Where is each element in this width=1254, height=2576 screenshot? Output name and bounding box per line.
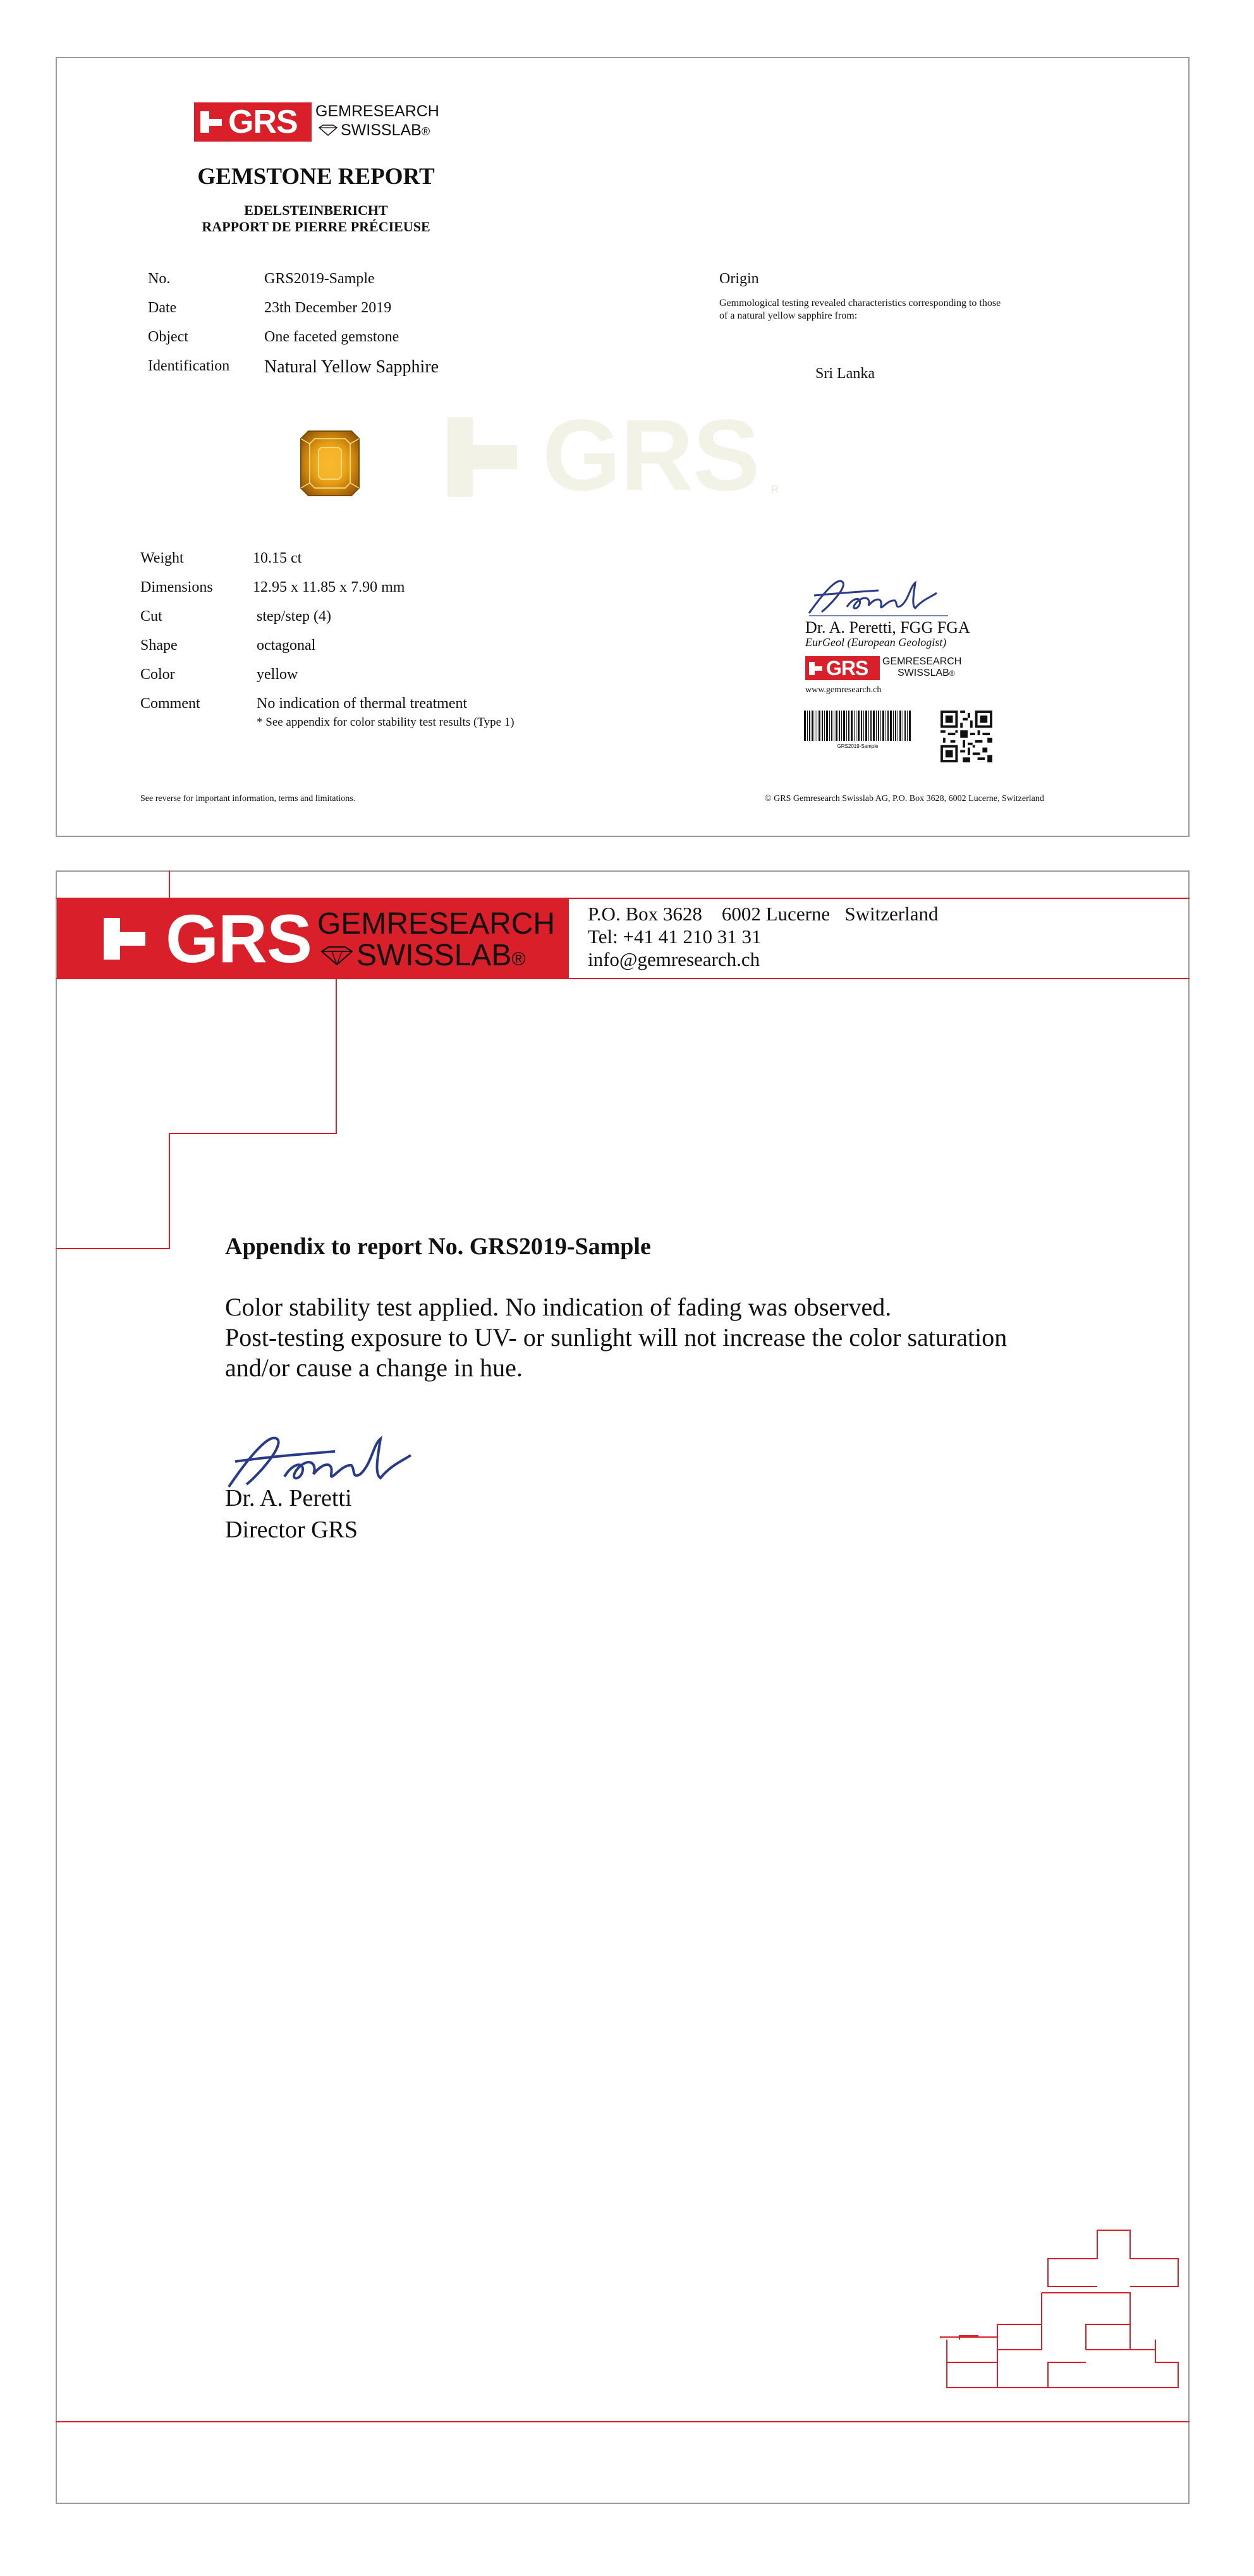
report-number-label: No. [148, 271, 171, 287]
signature [803, 574, 954, 620]
registered-mark: ® [421, 125, 430, 138]
swiss-cross-icon [200, 111, 223, 133]
cut-value: step/step (4) [257, 608, 331, 625]
footer-copyright: © GRS Gemresearch Swisslab AG, P.O. Box 3628, 6002 Lucerne, Switzerland [765, 794, 1044, 803]
banner-swiss-cross-icon [104, 918, 148, 960]
comment-label: Comment [140, 695, 200, 712]
origin-text-line2: of a natural yellow sapphire from: [719, 310, 858, 321]
identification-value: Natural Yellow Sapphire [264, 357, 439, 377]
grs-small-logo [805, 656, 970, 681]
object-label: Object [148, 329, 188, 345]
website: www.gemresearch.ch [805, 685, 882, 695]
watermark-cross-icon [447, 417, 517, 497]
gemresearch-label: GEMRESEARCH [315, 102, 439, 120]
watermark-registered: R [771, 484, 779, 495]
subtitle-german: EDELSTEINBERICHT [244, 202, 388, 218]
date-value: 23th December 2019 [264, 300, 392, 316]
shape-label: Shape [140, 637, 178, 654]
grs-small-logo-mark [805, 656, 880, 680]
gemstone-photo [300, 430, 360, 497]
phone-line: Tel: +41 41 210 31 31 [588, 925, 762, 948]
qr-code [940, 711, 992, 762]
appendix-body-line-3: and/or cause a change in hue. [225, 1353, 523, 1382]
origin-country: Sri Lanka [815, 365, 875, 382]
appendix-body-line-1: Color stability test applied. No indication of fading was observed. [225, 1293, 892, 1321]
barcode [804, 711, 911, 742]
subtitle-french: RAPPORT DE PIERRE PRÉCIEUSE [202, 219, 430, 235]
barcode-bars [804, 711, 911, 741]
grs-logo-mark [194, 102, 312, 142]
object-value: One faceted gemstone [264, 329, 399, 345]
weight-label: Weight [140, 550, 184, 566]
footer-terms: See reverse for important information, terms and limitations. [140, 794, 356, 803]
shape-value: octagonal [257, 637, 316, 654]
small-swisslab-text: SWISSLAB [898, 668, 949, 678]
grs-logo-text: GRS [228, 104, 298, 140]
small-swiss-cross-icon [809, 662, 823, 675]
color-label: Color [140, 666, 175, 683]
weight-value: 10.15 ct [253, 550, 302, 566]
banner-diamond-icon [320, 946, 354, 966]
cut-label: Cut [140, 608, 162, 625]
banner-swisslab-text: SWISSLAB [356, 939, 512, 972]
small-swisslab-label [898, 668, 955, 679]
grs-small-logo-text: GRS [826, 657, 868, 680]
page2-banner [57, 899, 569, 979]
barcode-caption: GRS2019-Sample [837, 743, 879, 749]
comment-value: No indication of thermal treatment [257, 695, 468, 712]
appendix-body-line-2: Post-testing exposure to UV- or sunlight will not increase the color saturation [225, 1323, 1007, 1352]
swisslab-text: SWISSLAB [341, 121, 422, 139]
origin-heading: Origin [719, 271, 759, 287]
signer-name: Dr. A. Peretti, FGG FGA [805, 618, 970, 637]
appendix-signer-role: Director GRS [225, 1517, 358, 1543]
email-line: info@gemresearch.ch [588, 948, 760, 970]
banner-grs-text: GRS [166, 900, 312, 977]
date-label: Date [148, 300, 177, 316]
small-gemresearch-label: GEMRESEARCH [882, 656, 962, 667]
appendix-title: Appendix to report No. GRS2019-Sample [225, 1233, 651, 1260]
comment-note: * See appendix for color stability test results (Type 1) [257, 716, 514, 729]
report-number-value: GRS2019-Sample [264, 271, 375, 287]
small-registered-mark: ® [949, 669, 955, 678]
banner-registered-mark: ® [511, 949, 526, 970]
grs-watermark [447, 398, 789, 511]
banner-swisslab-label [356, 939, 526, 976]
color-value: yellow [257, 666, 298, 683]
banner-gemresearch-label: GEMRESEARCH [317, 907, 556, 941]
dimensions-label: Dimensions [140, 579, 213, 595]
origin-text-line1: Gemmological testing revealed characteristics corresponding to those [719, 298, 1001, 308]
watermark-text: GRS [542, 398, 760, 511]
identification-label: Identification [148, 358, 230, 374]
swisslab-label [341, 121, 430, 140]
appendix-signer-name: Dr. A. Peretti [225, 1485, 352, 1511]
decorative-frame-lines [56, 870, 1190, 2504]
grs-logo [194, 102, 441, 143]
address-line-1: P.O. Box 3628 6002 Lucerne Switzerland [588, 903, 939, 925]
diamond-icon [318, 125, 338, 136]
signer-title: EurGeol (European Geologist) [805, 636, 947, 649]
page-title: GEMSTONE REPORT [197, 164, 435, 190]
dimensions-value: 12.95 x 11.85 x 7.90 mm [253, 579, 405, 595]
